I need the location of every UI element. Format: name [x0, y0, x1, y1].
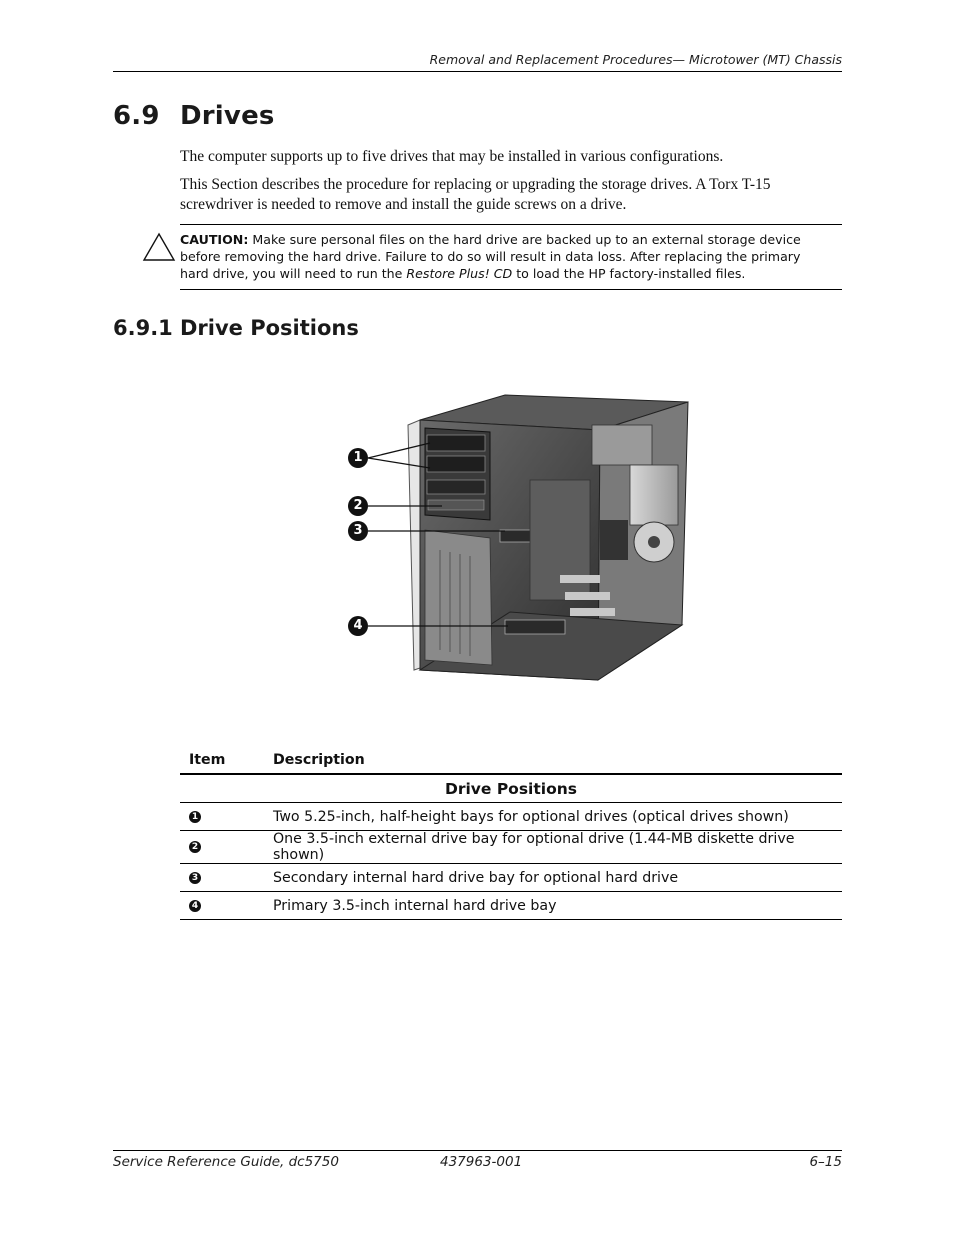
- subsection-number: 6.9.1: [113, 316, 173, 340]
- subsection-heading: [113, 316, 359, 340]
- caution-cd-name: Restore Plus! CD: [406, 266, 513, 281]
- footer-part-number: 437963-001: [440, 1154, 523, 1170]
- row-description: Primary 3.5-inch internal hard drive bay: [264, 892, 842, 920]
- table-row: [180, 892, 842, 920]
- callout-3: 3: [348, 521, 368, 541]
- caution-triangle-icon: [142, 232, 176, 262]
- column-header-item: Item: [180, 747, 264, 774]
- chassis-illustration: [330, 380, 700, 710]
- item-badge: 2: [189, 841, 201, 853]
- subsection-title: Drive Positions: [180, 316, 359, 340]
- callout-4: 4: [348, 616, 368, 636]
- column-header-description: Description: [264, 747, 842, 774]
- caution-label: CAUTION:: [180, 232, 249, 247]
- drive-positions-table: [180, 747, 842, 920]
- caution-text-2: to load the HP factory-installed files.: [512, 266, 746, 281]
- item-badge: 4: [189, 900, 201, 912]
- callout-2: 2: [348, 496, 368, 516]
- caution-bottom-rule: [180, 289, 842, 290]
- table-header-row: [180, 747, 842, 774]
- item-badge: 1: [189, 811, 201, 823]
- table-row: [180, 803, 842, 831]
- section-heading: [113, 101, 275, 131]
- footer-guide-title: Service Reference Guide, dc5750: [113, 1154, 339, 1170]
- item-badge: 3: [189, 872, 201, 884]
- paragraph-procedure: This Section describes the procedure for replacing or upgrading the storage drives. A Torx T-15 screwdriver is needed to remove and install the guide screws on a drive.: [180, 176, 771, 213]
- caution-text-1: Make sure personal files on the hard drive are backed up to an external storage device before removing the hard drive. Failure to do so will result in data loss. After replacing the primary hard drive, you will need to run the: [180, 232, 801, 281]
- row-description: Secondary internal hard drive bay for optional hard drive: [264, 864, 842, 892]
- table-title: Drive Positions: [180, 774, 842, 803]
- section-number: 6.9: [113, 101, 160, 131]
- row-description: One 3.5-inch external drive bay for optional drive (1.44-MB diskette drive shown): [264, 831, 842, 864]
- footer-page-number: 6–15: [809, 1154, 842, 1170]
- caution-top-rule: [180, 224, 842, 225]
- section-title: Drives: [180, 101, 275, 131]
- footer-rule: [113, 1150, 842, 1151]
- table-row: [180, 864, 842, 892]
- callout-1: 1: [348, 448, 368, 468]
- caution-note: [180, 231, 820, 282]
- row-description: Two 5.25-inch, half-height bays for optional drives (optical drives shown): [264, 803, 842, 831]
- header-rule: [113, 71, 842, 72]
- table-title-row: [180, 774, 842, 803]
- running-header: Removal and Replacement Procedures— Microtower (MT) Chassis: [429, 52, 842, 67]
- paragraph-intro: The computer supports up to five drives that may be installed in various configurations.: [180, 148, 724, 165]
- table-row: [180, 831, 842, 864]
